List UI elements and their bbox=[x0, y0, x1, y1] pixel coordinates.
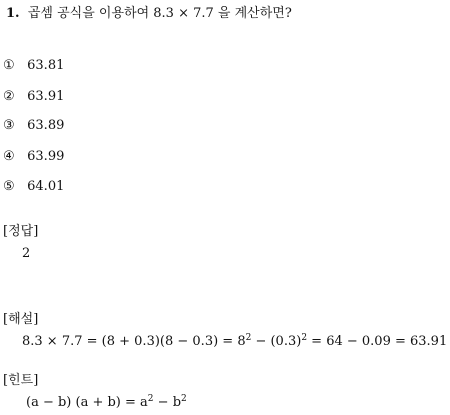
hint-eq-part: (a − b) (a + b) = a bbox=[26, 395, 148, 410]
explanation-exponent: 2 bbox=[301, 333, 308, 343]
choice-value: 63.81 bbox=[27, 58, 65, 73]
hint-equation bbox=[26, 395, 187, 411]
explanation-equation bbox=[22, 334, 447, 350]
choice-marker: ⑤ bbox=[3, 179, 15, 194]
choice-value: 63.89 bbox=[27, 118, 65, 133]
choice-3[interactable] bbox=[3, 118, 64, 134]
choice-value: 63.99 bbox=[27, 149, 65, 164]
question-text: 곱셈 공식을 이용하여 8.3 × 7.7 을 계산하면? bbox=[27, 6, 292, 21]
choice-4[interactable] bbox=[3, 149, 64, 165]
explanation-eq-part: 8.3 × 7.7 = (8 + 0.3)(8 − 0.3) = 8 bbox=[22, 334, 246, 349]
choice-marker: ② bbox=[3, 89, 15, 104]
choice-2[interactable] bbox=[3, 89, 64, 105]
question-number: 1. bbox=[6, 6, 20, 21]
explanation-eq-part: − (0.3) bbox=[251, 334, 302, 349]
choice-marker: ③ bbox=[3, 118, 15, 133]
explanation-exponent: 2 bbox=[245, 333, 252, 343]
answer-value: 2 bbox=[22, 246, 31, 261]
choice-marker: ① bbox=[3, 58, 15, 73]
hint-exponent: 2 bbox=[147, 394, 154, 404]
choice-marker: ④ bbox=[3, 149, 15, 164]
choice-5[interactable] bbox=[3, 179, 64, 195]
choice-1[interactable] bbox=[3, 58, 64, 74]
hint-label: [힌트] bbox=[3, 373, 39, 388]
question bbox=[6, 6, 292, 22]
choice-value: 63.91 bbox=[27, 89, 65, 104]
answer-label: [정답] bbox=[3, 224, 39, 239]
choice-value: 64.01 bbox=[27, 179, 65, 194]
explanation-label: [해설] bbox=[3, 312, 39, 327]
explanation-eq-part: = 64 − 0.09 = 63.91 bbox=[307, 334, 448, 349]
hint-exponent: 2 bbox=[181, 394, 187, 404]
hint-eq-part: − b bbox=[153, 395, 182, 410]
